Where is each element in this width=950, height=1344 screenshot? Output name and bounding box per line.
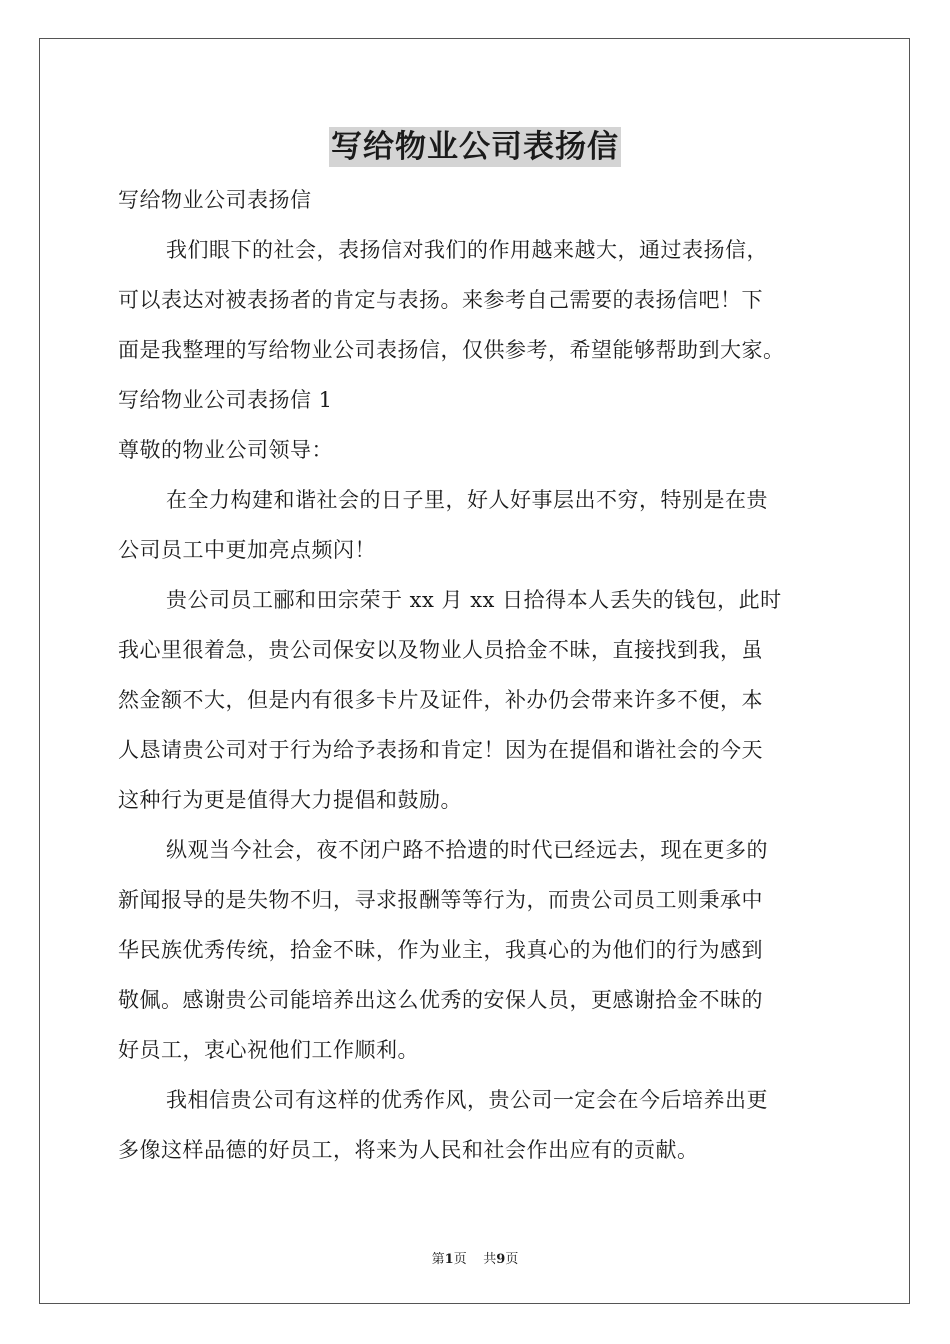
- document-title: 写给物业公司表扬信: [331, 129, 619, 165]
- page-suffix: 页: [453, 1252, 467, 1267]
- paragraph-line: 这种行为更是值得大力提倡和鼓励。: [118, 788, 462, 812]
- paragraph-line: 好员工，衷心祝他们工作顺利。: [118, 1038, 419, 1062]
- total-pages: 9: [496, 1252, 506, 1267]
- paragraph-line: 华民族优秀传统，拾金不昧，作为业主，我真心的为他们的行为感到: [118, 938, 763, 962]
- salutation: 尊敬的物业公司领导：: [118, 438, 333, 462]
- page-footer: [0, 1248, 950, 1267]
- paragraph-line: 然金额不大，但是内有很多卡片及证件，补办仍会带来许多不便，本: [118, 688, 763, 712]
- section-heading: 写给物业公司表扬信 1: [118, 388, 333, 412]
- paragraph-line: 我们眼下的社会，表扬信对我们的作用越来越大，通过表扬信，: [166, 238, 768, 262]
- paragraph-line: 可以表达对被表扬者的肯定与表扬。来参考自己需要的表扬信吧！下: [118, 288, 763, 312]
- paragraph-line: 纵观当今社会，夜不闭户路不拾遗的时代已经远去，现在更多的: [166, 838, 768, 862]
- paragraph-line: 新闻报导的是失物不归，寻求报酬等等行为，而贵公司员工则秉承中: [118, 888, 763, 912]
- paragraph-line: 在全力构建和谐社会的日子里，好人好事层出不穷，特别是在贵: [166, 488, 768, 512]
- paragraph-line: 公司员工中更加亮点频闪！: [118, 538, 376, 562]
- total-prefix: 共: [483, 1252, 497, 1267]
- paragraph-line: 多像这样品德的好员工，将来为人民和社会作出应有的贡献。: [118, 1138, 699, 1162]
- title-container: [0, 127, 950, 167]
- paragraph-line: 人恳请贵公司对于行为给予表扬和肯定！因为在提倡和谐社会的今天: [118, 738, 763, 762]
- page-prefix: 第: [431, 1252, 445, 1267]
- paragraph-line: 我相信贵公司有这样的优秀作风，贵公司一定会在今后培养出更: [166, 1088, 768, 1112]
- paragraph-line: 贵公司员工郦和田宗荣于 xx 月 xx 日拾得本人丢失的钱包，此时: [166, 588, 782, 612]
- paragraph-line: 我心里很着急，贵公司保安以及物业人员拾金不昧，直接找到我，虽: [118, 638, 763, 662]
- subtitle-line: 写给物业公司表扬信: [118, 188, 312, 212]
- paragraph-line: 敬佩。感谢贵公司能培养出这么优秀的安保人员，更感谢拾金不昧的: [118, 988, 763, 1012]
- total-suffix: 页: [505, 1252, 519, 1267]
- page-number: 1: [444, 1252, 454, 1267]
- paragraph-line: 面是我整理的写给物业公司表扬信，仅供参考，希望能够帮助到大家。: [118, 338, 785, 362]
